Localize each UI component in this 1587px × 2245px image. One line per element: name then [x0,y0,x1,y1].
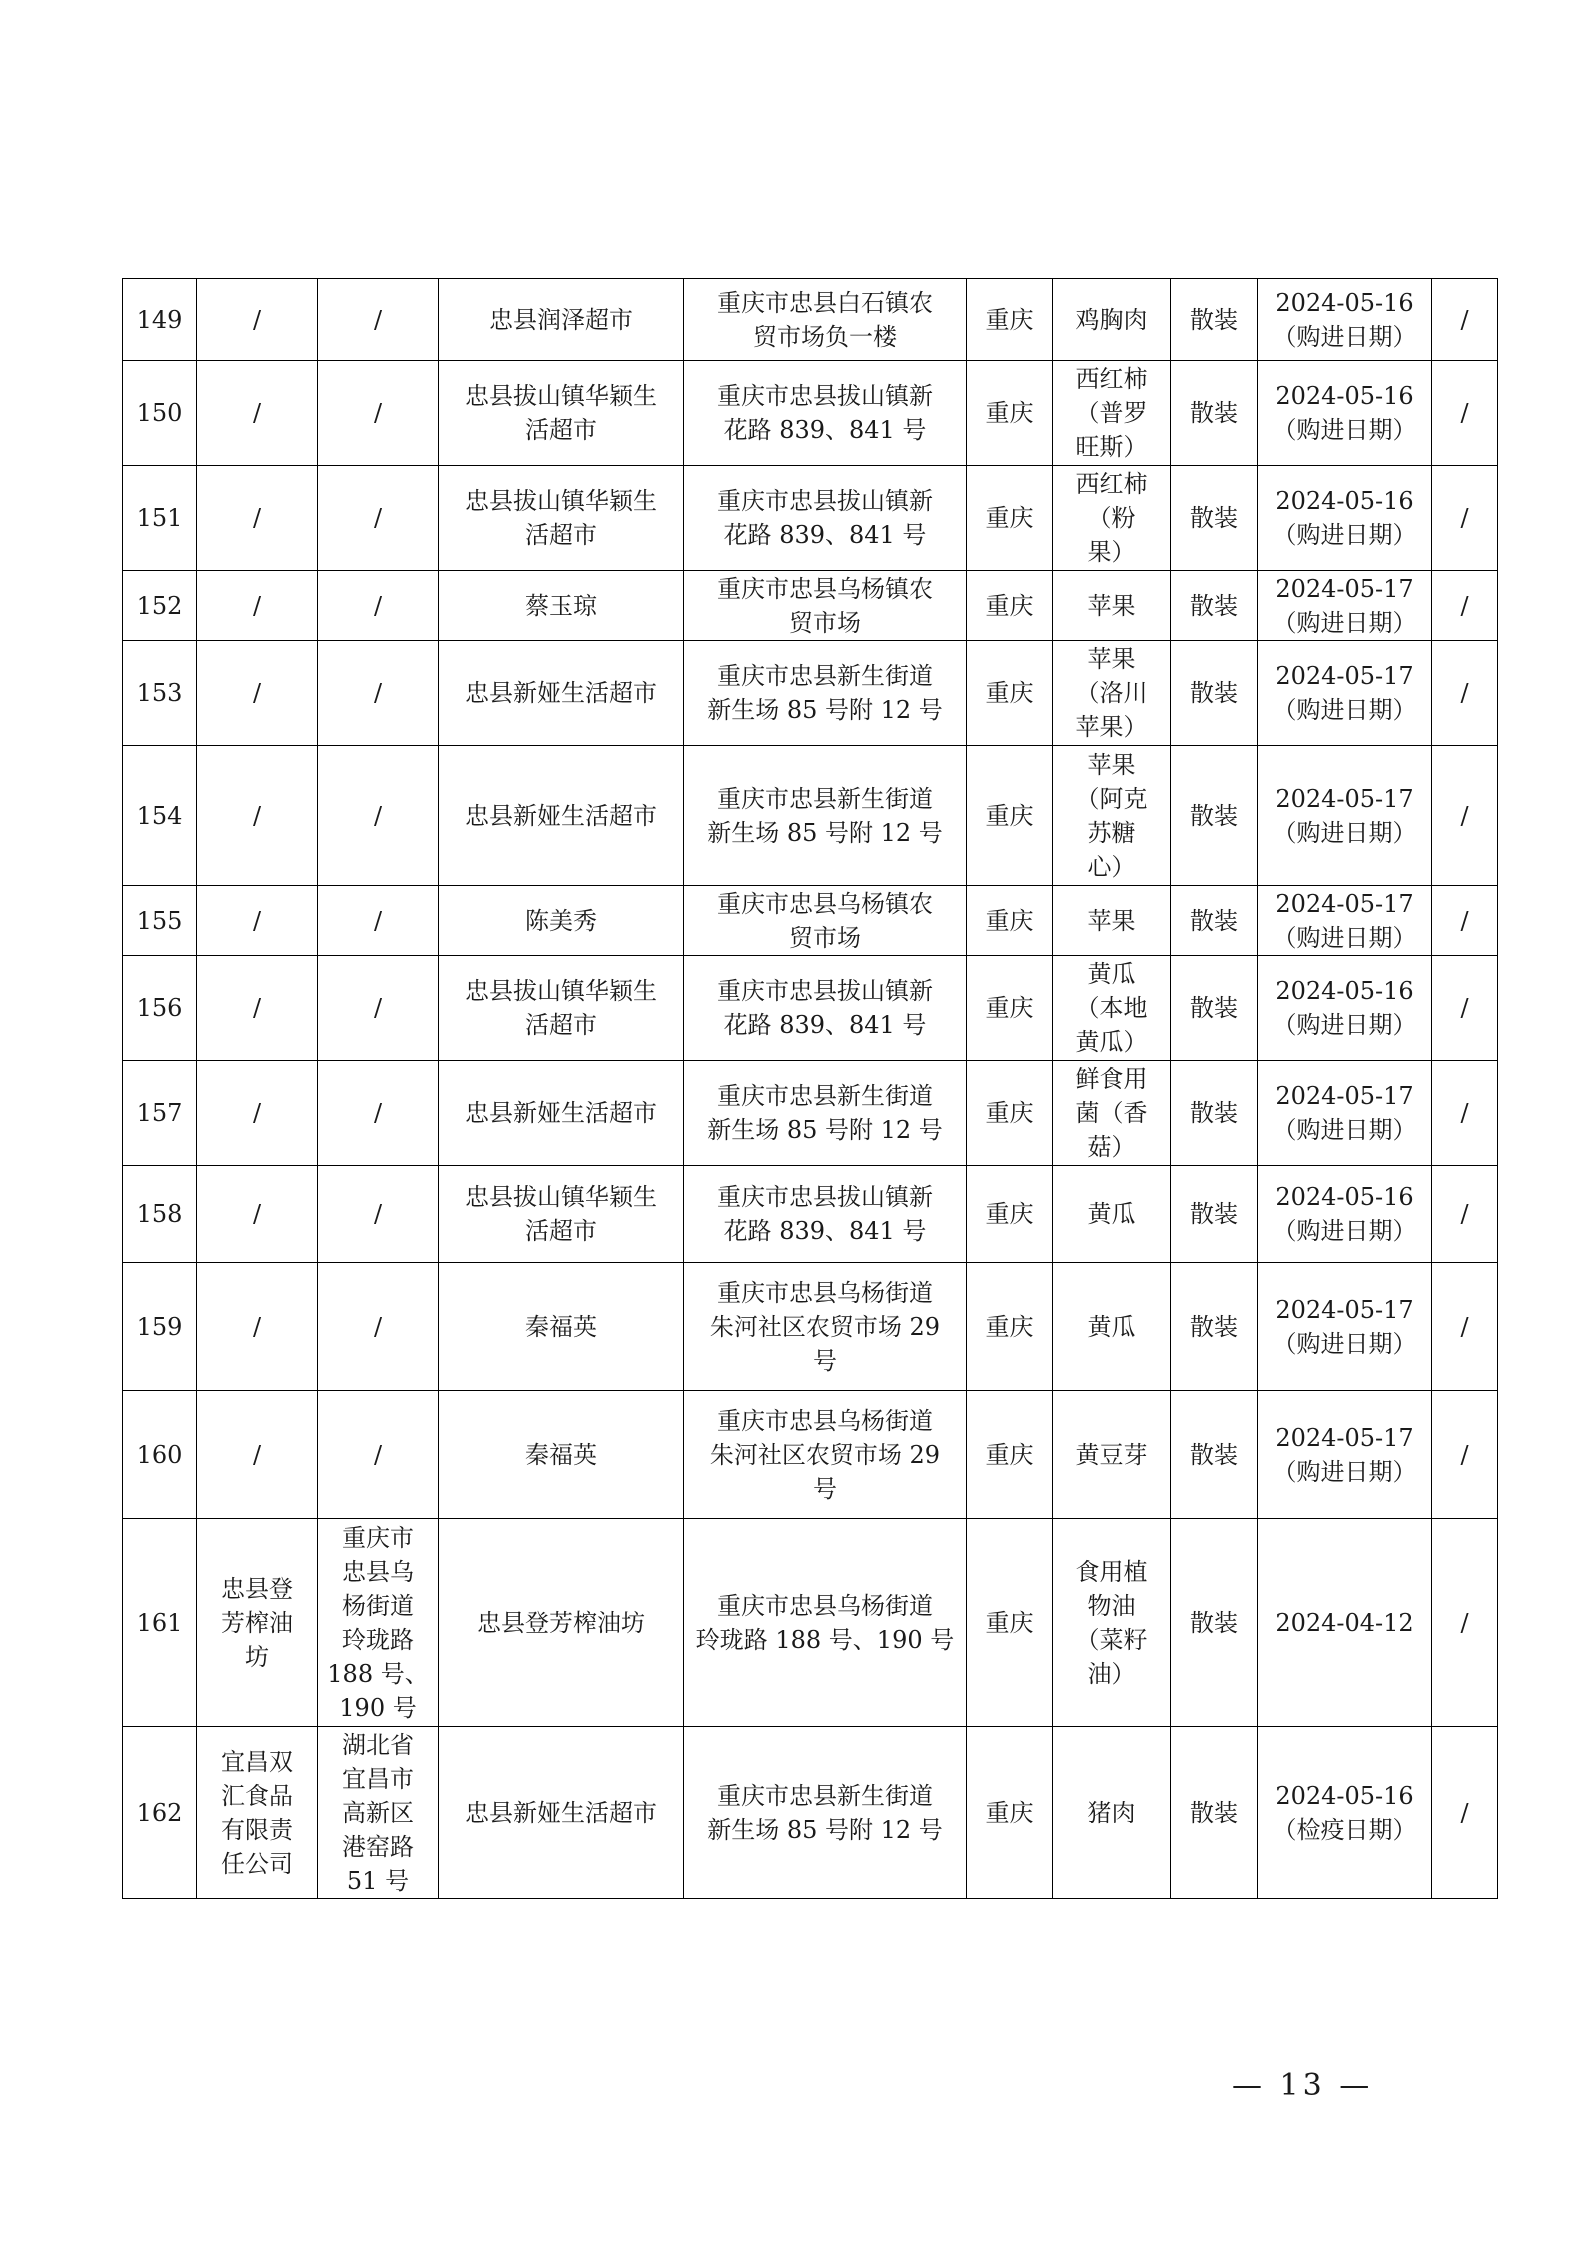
cell-producer: / [197,746,318,886]
cell-producer: / [197,361,318,466]
cell-no: 157 [123,1061,197,1166]
cell-region: 重庆 [967,641,1053,746]
cell-seller-address: 重庆市忠县拔山镇新 花路 839、841 号 [684,466,967,571]
cell-spec: 散装 [1171,956,1258,1061]
cell-region: 重庆 [967,1263,1053,1391]
cell-spec: 散装 [1171,746,1258,886]
cell-seller: 忠县拔山镇华颖生 活超市 [439,956,684,1061]
cell-remark: / [1432,641,1498,746]
cell-spec: 散装 [1171,279,1258,361]
cell-producer: / [197,1061,318,1166]
cell-producer: 宜昌双 汇食品 有限责 任公司 [197,1727,318,1899]
cell-food: 黄瓜 [1053,1263,1171,1391]
cell-seller: 忠县润泽超市 [439,279,684,361]
cell-producer: / [197,279,318,361]
cell-seller: 蔡玉琼 [439,571,684,641]
cell-seller-address: 重庆市忠县乌杨街道 朱河社区农贸市场 29 号 [684,1391,967,1519]
cell-seller-address: 重庆市忠县新生街道 新生场 85 号附 12 号 [684,746,967,886]
cell-producer-address: / [318,279,439,361]
cell-spec: 散装 [1171,1166,1258,1263]
cell-food: 西红柿 （普罗 旺斯） [1053,361,1171,466]
cell-no: 155 [123,886,197,956]
cell-remark: / [1432,746,1498,886]
cell-producer: / [197,571,318,641]
cell-remark: / [1432,1391,1498,1519]
cell-food: 黄瓜 [1053,1166,1171,1263]
cell-seller: 忠县登芳榨油坊 [439,1519,684,1727]
cell-no: 149 [123,279,197,361]
table-row [123,1727,1498,1899]
cell-spec: 散装 [1171,361,1258,466]
cell-producer: / [197,886,318,956]
table-row [123,886,1498,956]
cell-seller: 秦福英 [439,1263,684,1391]
cell-seller-address: 重庆市忠县拔山镇新 花路 839、841 号 [684,1166,967,1263]
cell-producer-address: / [318,571,439,641]
cell-region: 重庆 [967,466,1053,571]
cell-remark: / [1432,279,1498,361]
cell-remark: / [1432,1263,1498,1391]
cell-no: 154 [123,746,197,886]
cell-remark: / [1432,466,1498,571]
cell-seller: 忠县拔山镇华颖生 活超市 [439,361,684,466]
cell-date: 2024-05-16 （检疫日期） [1258,1727,1432,1899]
cell-food: 苹果 （阿克 苏糖 心） [1053,746,1171,886]
table-row [123,1519,1498,1727]
cell-producer-address: / [318,1391,439,1519]
cell-remark: / [1432,1727,1498,1899]
cell-seller-address: 重庆市忠县乌杨镇农 贸市场 [684,571,967,641]
cell-seller-address: 重庆市忠县拔山镇新 花路 839、841 号 [684,956,967,1061]
cell-no: 152 [123,571,197,641]
cell-date: 2024-05-16 （购进日期） [1258,361,1432,466]
cell-food: 苹果 （洛川 苹果） [1053,641,1171,746]
cell-seller-address: 重庆市忠县白石镇农 贸市场负一楼 [684,279,967,361]
cell-spec: 散装 [1171,466,1258,571]
cell-spec: 散装 [1171,886,1258,956]
cell-date: 2024-05-17 （购进日期） [1258,1391,1432,1519]
cell-date: 2024-05-16 （购进日期） [1258,279,1432,361]
cell-seller-address: 重庆市忠县乌杨街道 玲珑路 188 号、190 号 [684,1519,967,1727]
cell-producer-address: 重庆市 忠县乌 杨街道 玲珑路 188 号、 190 号 [318,1519,439,1727]
cell-producer-address: / [318,1263,439,1391]
cell-date: 2024-05-17 （购进日期） [1258,1061,1432,1166]
cell-seller: 忠县新娅生活超市 [439,641,684,746]
cell-producer-address: / [318,1061,439,1166]
cell-producer: / [197,1166,318,1263]
cell-date: 2024-04-12 [1258,1519,1432,1727]
cell-seller: 忠县新娅生活超市 [439,746,684,886]
cell-spec: 散装 [1171,641,1258,746]
cell-spec: 散装 [1171,1061,1258,1166]
cell-producer: / [197,1263,318,1391]
cell-no: 153 [123,641,197,746]
cell-no: 150 [123,361,197,466]
table-row [123,1391,1498,1519]
cell-seller-address: 重庆市忠县乌杨街道 朱河社区农贸市场 29 号 [684,1263,967,1391]
cell-producer: / [197,1391,318,1519]
cell-producer-address: / [318,361,439,466]
cell-region: 重庆 [967,1061,1053,1166]
table-row [123,361,1498,466]
cell-no: 156 [123,956,197,1061]
cell-date: 2024-05-16 （购进日期） [1258,956,1432,1061]
cell-region: 重庆 [967,1727,1053,1899]
page-number: — 13 — [1232,2068,1374,2103]
cell-producer: 忠县登 芳榨油 坊 [197,1519,318,1727]
cell-remark: / [1432,1166,1498,1263]
cell-producer-address: / [318,641,439,746]
cell-food: 鸡胸肉 [1053,279,1171,361]
cell-food: 黄豆芽 [1053,1391,1171,1519]
cell-no: 159 [123,1263,197,1391]
table-row [123,571,1498,641]
cell-food: 食用植 物油 （菜籽 油） [1053,1519,1171,1727]
cell-spec: 散装 [1171,1263,1258,1391]
table-row [123,641,1498,746]
table-row [123,1166,1498,1263]
cell-seller-address: 重庆市忠县乌杨镇农 贸市场 [684,886,967,956]
cell-region: 重庆 [967,1519,1053,1727]
cell-no: 158 [123,1166,197,1263]
cell-seller: 忠县拔山镇华颖生 活超市 [439,1166,684,1263]
cell-date: 2024-05-17 （购进日期） [1258,886,1432,956]
cell-producer: / [197,466,318,571]
cell-seller-address: 重庆市忠县新生街道 新生场 85 号附 12 号 [684,641,967,746]
cell-producer-address: 湖北省 宜昌市 高新区 港窑路 51 号 [318,1727,439,1899]
cell-spec: 散装 [1171,1519,1258,1727]
cell-date: 2024-05-17 （购进日期） [1258,746,1432,886]
cell-no: 162 [123,1727,197,1899]
cell-seller-address: 重庆市忠县新生街道 新生场 85 号附 12 号 [684,1727,967,1899]
table-row [123,746,1498,886]
cell-producer-address: / [318,746,439,886]
cell-remark: / [1432,1519,1498,1727]
cell-remark: / [1432,571,1498,641]
cell-no: 161 [123,1519,197,1727]
sampling-results-table [122,278,1498,1899]
cell-region: 重庆 [967,279,1053,361]
cell-spec: 散装 [1171,1727,1258,1899]
cell-seller: 忠县新娅生活超市 [439,1061,684,1166]
cell-food: 黄瓜 （本地 黄瓜） [1053,956,1171,1061]
cell-food: 西红柿 （粉 果） [1053,466,1171,571]
cell-date: 2024-05-17 （购进日期） [1258,1263,1432,1391]
cell-seller: 秦福英 [439,1391,684,1519]
cell-food: 苹果 [1053,571,1171,641]
cell-region: 重庆 [967,886,1053,956]
cell-seller-address: 重庆市忠县新生街道 新生场 85 号附 12 号 [684,1061,967,1166]
cell-food: 猪肉 [1053,1727,1171,1899]
cell-food: 鲜食用 菌（香 菇） [1053,1061,1171,1166]
cell-remark: / [1432,1061,1498,1166]
cell-region: 重庆 [967,746,1053,886]
cell-no: 151 [123,466,197,571]
cell-region: 重庆 [967,956,1053,1061]
cell-producer: / [197,956,318,1061]
cell-no: 160 [123,1391,197,1519]
cell-date: 2024-05-17 （购进日期） [1258,641,1432,746]
cell-date: 2024-05-16 （购进日期） [1258,466,1432,571]
table-row [123,956,1498,1061]
cell-producer-address: / [318,466,439,571]
cell-seller: 陈美秀 [439,886,684,956]
cell-date: 2024-05-17 （购进日期） [1258,571,1432,641]
cell-seller: 忠县新娅生活超市 [439,1727,684,1899]
cell-region: 重庆 [967,1391,1053,1519]
table-row [123,279,1498,361]
table-row [123,1263,1498,1391]
cell-producer-address: / [318,886,439,956]
cell-food: 苹果 [1053,886,1171,956]
cell-remark: / [1432,886,1498,956]
table-body [123,279,1498,1899]
cell-date: 2024-05-16 （购进日期） [1258,1166,1432,1263]
cell-region: 重庆 [967,361,1053,466]
cell-remark: / [1432,361,1498,466]
cell-producer-address: / [318,956,439,1061]
cell-seller-address: 重庆市忠县拔山镇新 花路 839、841 号 [684,361,967,466]
cell-region: 重庆 [967,571,1053,641]
table-row [123,1061,1498,1166]
cell-remark: / [1432,956,1498,1061]
table-row [123,466,1498,571]
cell-region: 重庆 [967,1166,1053,1263]
cell-producer-address: / [318,1166,439,1263]
cell-producer: / [197,641,318,746]
cell-seller: 忠县拔山镇华颖生 活超市 [439,466,684,571]
cell-spec: 散装 [1171,1391,1258,1519]
cell-spec: 散装 [1171,571,1258,641]
